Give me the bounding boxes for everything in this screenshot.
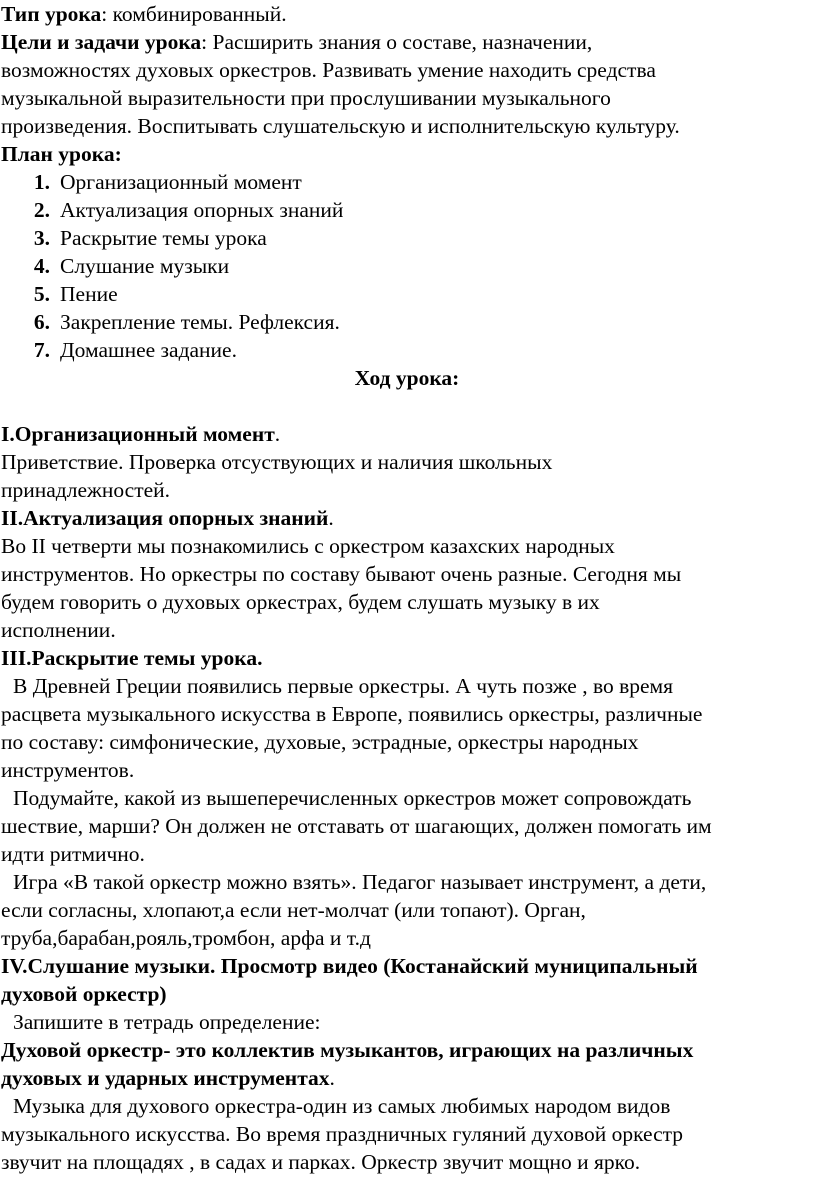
- definition-tail: .: [329, 1066, 335, 1090]
- section2-heading-tail: .: [328, 506, 334, 530]
- section4-p-line-1: Музыка для духового оркестра-один из самых любимых народом видов: [13, 1094, 671, 1118]
- goals-line-2: возможностях духовых оркестров. Развивать умение находить средства: [1, 58, 656, 82]
- section2-heading-text: II.Актуализация опорных знаний: [1, 506, 329, 530]
- plan-item-number: 1.: [33, 170, 50, 194]
- section4-p-line-3: звучит на площадях , в садах и парках. Оркестр звучит мощно и ярко.: [1, 1150, 641, 1174]
- plan-item-text: Раскрытие темы урока: [60, 226, 267, 250]
- section2-heading: [1, 504, 813, 532]
- plan-item: [1, 336, 813, 364]
- section2-line-2: инструментов. Но оркестры по составу бывают очень разные. Сегодня мы: [1, 562, 682, 586]
- section4-heading-text-1: IV.Слушание музыки. Просмотр видео (Костанайский муниципальный: [1, 954, 698, 978]
- plan-item-number: 7.: [33, 338, 50, 362]
- plan-item-number: 2.: [33, 198, 50, 222]
- section3-p3-line-2: если согласны, хлопают,а если нет-молчат (или топают). Орган,: [1, 898, 586, 922]
- section2-line-4: исполнении.: [1, 618, 116, 642]
- plan-item-text: Слушание музыки: [60, 254, 230, 278]
- plan-item-number: 3.: [33, 226, 50, 250]
- plan-item-text: Актуализация опорных знаний: [60, 198, 344, 222]
- course-heading: Ход урока:: [354, 366, 460, 390]
- section3-p2-line-2: шествие, марши? Он должен не отставать от шагающих, должен помогать им: [1, 814, 712, 838]
- plan-heading: [1, 140, 813, 168]
- goals-line-3: музыкальной выразительности при прослушивании музыкального: [1, 86, 611, 110]
- section3-heading-text: III.Раскрытие темы урока.: [1, 646, 263, 670]
- section4-heading-line-2: [1, 980, 813, 1008]
- goals-label: Цели и задачи урока: [1, 30, 202, 54]
- plan-item-text: Домашнее задание.: [60, 338, 237, 362]
- section3-p2-line-1: Подумайте, какой из вышеперечисленных оркестров может сопровождать: [13, 786, 692, 810]
- section4-p-line-2: музыкального искусства. Во время праздничных гуляний духовой оркестр: [1, 1122, 684, 1146]
- section1-line-2: принадлежностей.: [1, 478, 171, 502]
- definition-line-2: [1, 1064, 813, 1092]
- definition-text-1: Духовой оркестр- это коллектив музыкантов, играющих на различных: [1, 1038, 694, 1062]
- plan-item: [1, 280, 813, 308]
- plan-heading-text: План урока:: [1, 142, 122, 166]
- section3-p3-line-1: Игра «В такой оркестр можно взять». Педагог называет инструмент, а дети,: [13, 870, 707, 894]
- definition-line-1: [1, 1036, 813, 1064]
- section4-heading-line-1: [1, 952, 813, 980]
- document-page: [1, 0, 813, 1176]
- section4-heading-text-2: духовой оркестр): [1, 982, 167, 1006]
- section3-p1-line-1: В Древней Греции появились первые оркестры. А чуть позже , во время: [13, 674, 674, 698]
- plan-item-number: 4.: [33, 254, 50, 278]
- plan-item: [1, 252, 813, 280]
- plan-list: [1, 168, 813, 364]
- plan-item-number: 6.: [33, 310, 50, 334]
- section1-heading-text: I.Организационный момент: [1, 422, 275, 446]
- goals-line-1: [1, 28, 813, 56]
- section1-heading: [1, 420, 813, 448]
- section2-line-3: будем говорить о духовых оркестрах, будем слушать музыку в их: [1, 590, 600, 614]
- section1-heading-tail: .: [274, 422, 281, 446]
- definition-text-2: духовых и ударных инструментах: [1, 1066, 330, 1090]
- section3-p1-line-4: инструментов.: [1, 758, 135, 782]
- blank-line: [1, 392, 813, 420]
- section3-p3-line-3: труба,барабан,рояль,тромбон, арфа и т.д: [1, 926, 371, 950]
- section1-line-1: Приветствие. Проверка отсуствующих и наличия школьных: [1, 450, 553, 474]
- section2-line-1: Во II четверти мы познакомились с оркестром казахских народных: [1, 534, 615, 558]
- plan-item-text: Организационный момент: [60, 170, 302, 194]
- plan-item: [1, 168, 813, 196]
- plan-item-number: 5.: [33, 282, 50, 306]
- lesson-type-value: : комбинированный.: [101, 2, 287, 26]
- goals-text-1: : Расширить знания о составе, назначении,: [201, 30, 593, 54]
- section3-p1-line-2: расцвета музыкального искусства в Европе, появились оркестры, различные: [1, 702, 703, 726]
- section4-instruction: Запишите в тетрадь определение:: [13, 1010, 321, 1034]
- plan-item: [1, 196, 813, 224]
- plan-item-text: Пение: [60, 282, 118, 306]
- plan-item-text: Закрепление темы. Рефлексия.: [60, 310, 340, 334]
- section3-heading: [1, 644, 813, 672]
- section3-p1-line-3: по составу: симфонические, духовые, эстрадные, оркестры народных: [1, 730, 639, 754]
- plan-item: [1, 224, 813, 252]
- plan-item: [1, 308, 813, 336]
- lesson-type-label: Тип урока: [1, 2, 102, 26]
- lesson-type-line: [1, 0, 813, 28]
- goals-line-4: произведения. Воспитывать слушательскую и исполнительскую культуру.: [1, 114, 680, 138]
- section3-p2-line-3: идти ритмично.: [1, 842, 145, 866]
